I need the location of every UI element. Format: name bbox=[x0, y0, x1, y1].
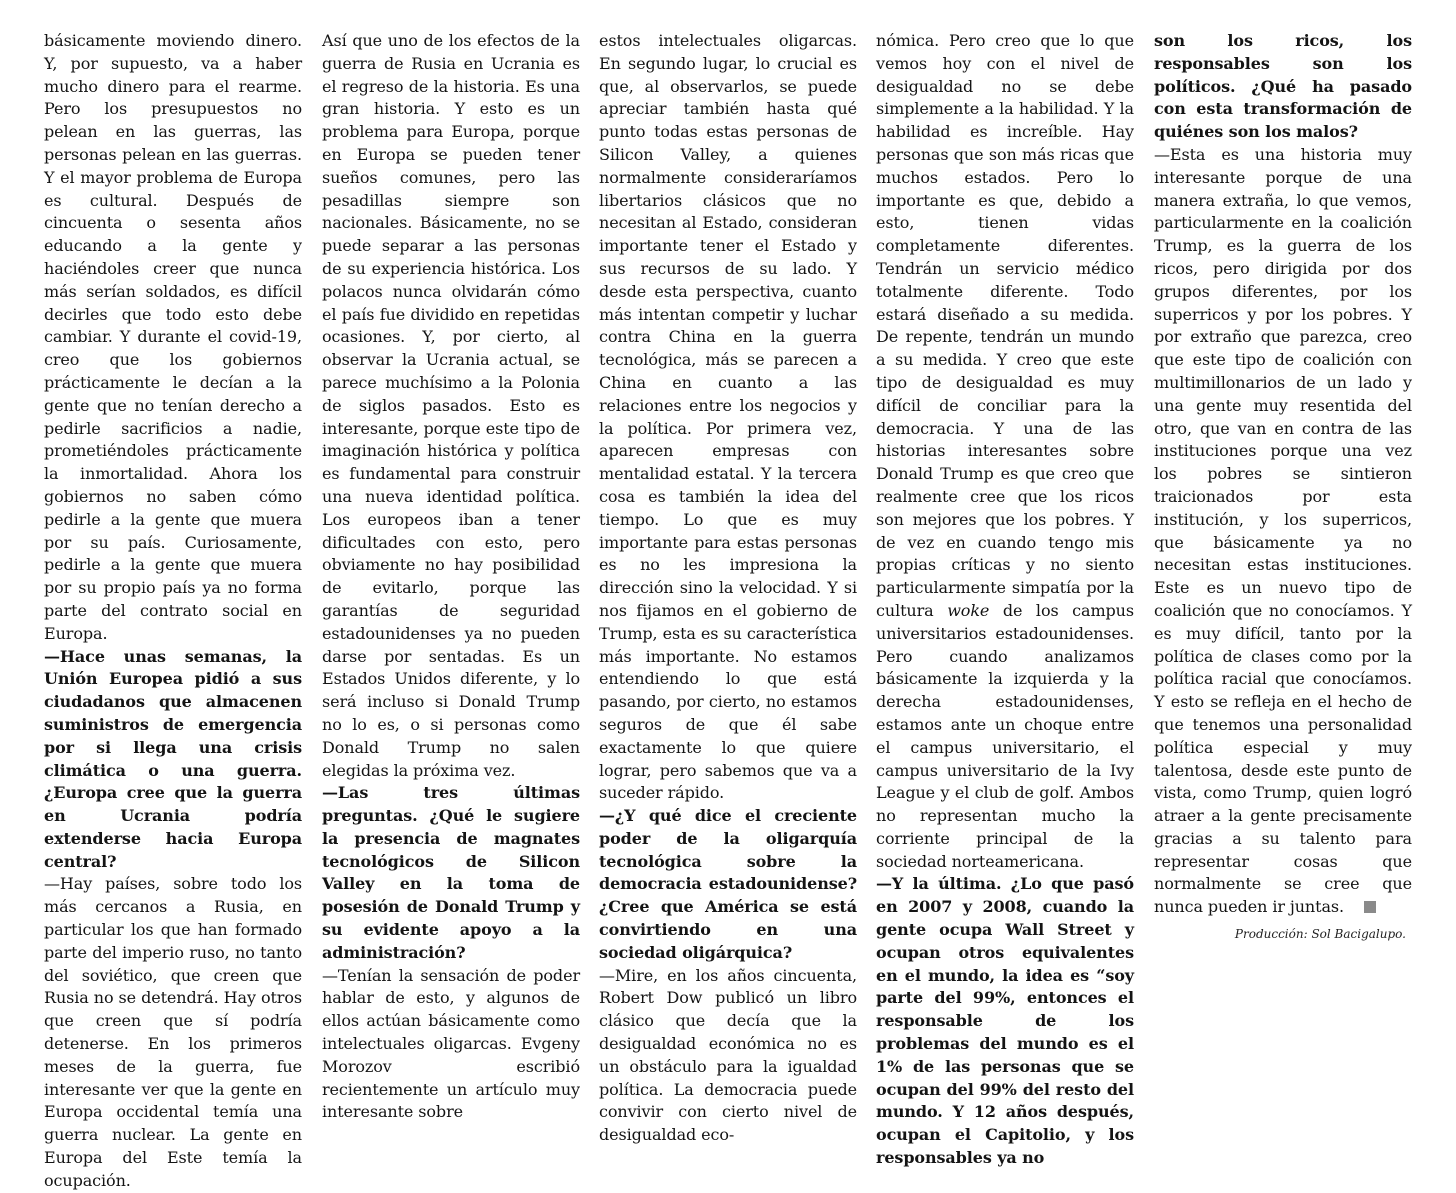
answer-paragraph bbox=[1154, 144, 1412, 919]
answer-paragraph bbox=[876, 30, 1134, 873]
production-credit: Producción: Sol Bacigalupo. bbox=[1234, 927, 1406, 941]
answer-paragraph: —Tenían la sensación de poder hablar de esto, y algunos de ellos actúan básicamente como intelectuales oligarcas. Evgeny Morozov escribió recientemente un artículo muy interesante sobre bbox=[322, 965, 580, 1122]
text-column-4 bbox=[876, 30, 1134, 1170]
answer-text: de los campus universitarios estadounidenses. Pero cuando analizamos básicamente la izquierda y la derecha estadounidenses, estamos ante un choque entre el campus universitario, el campus universitario de la Ivy League y el club de golf. Ambos no representan mucho la corriente principal de la sociedad norteamericana. bbox=[876, 600, 1134, 871]
interview-question: son los ricos, los responsables son los políticos. ¿Qué ha pasado con esta transformación de quiénes son los malos? bbox=[1154, 31, 1412, 142]
text-column-3 bbox=[599, 30, 857, 1147]
text-column-1 bbox=[44, 30, 302, 1193]
answer-paragraph: básicamente moviendo dinero. Y, por supuesto, va a haber mucho dinero para el rearme. Pero los presupuestos no pelean en las guerras, las personas pelean en las guerras. Y el mayor problema de Europa es cultural. Después de cincuenta o sesenta años educando a la gente y haciéndoles creer que nunca más serían soldados, es difícil decirles que todo esto debe cambiar. Y durante el covid-19, creo que los gobiernos prácticamente le decían a la gente que no tenían derecho a pedirle sacrificios a nadie, prometiéndoles prácticamente la inmortalidad. Ahora los gobiernos no saben cómo pedirle a la gente que muera por su país. Curiosamente, pedirle a la gente que muera por su propio país ya no forma parte del contrato social en Europa. bbox=[44, 31, 302, 643]
interview-question: —Hace unas semanas, la Unión Europea pidió a sus ciudadanos que almacenen suministros de emergencia por si llega una crisis climática o una guerra. ¿Europa cree que la guerra en Ucrania podría extenderse hacia Europa central? bbox=[44, 646, 302, 871]
interview-question: —Las tres últimas preguntas. ¿Qué le sugiere la presencia de magnates tecnológicos de Silicon Valley en la toma de posesión de Donald Trump y su evidente apoyo a la administración? bbox=[322, 783, 580, 962]
italic-term-woke: woke bbox=[947, 600, 990, 620]
answer-paragraph: Así que uno de los efectos de la guerra de Rusia en Ucrania es el regreso de la historia. Es una gran historia. Y esto es un problema para Europa, porque en Europa se pueden tener sueños comunes, pero las pesadillas siempre son nacionales. Básicamente, no se puede separar a las personas de su experiencia histórica. Los polacos nunca olvidarán cómo el país fue dividido en repetidas ocasiones. Y, por cierto, al observar la Ucrania actual, se parece muchísimo a la Polonia de siglos pasados. Esto es interesante, porque este tipo de imaginación histórica y política es fundamental para construir una nueva identidad política. Los europeos iban a tener dificultades con esto, pero obviamente no hay posibilidad de evitarlo, porque las garantías de seguridad estadounidenses ya no pueden darse por sentadas. Es un Estados Unidos diferente, y lo será incluso si Donald Trump no lo es, o si personas como Donald Trump no salen elegidas la próxima vez. bbox=[322, 31, 580, 780]
answer-text: nómica. Pero creo que lo que vemos hoy con el nivel de desigualdad no se debe simplemente a la habilidad. Y la habilidad es increíble. Hay personas que son más ricas que muchos estados. Pero lo importante es que, debido a esto, tienen vidas completamente diferentes. Tendrán un servicio médico totalmente diferente. Todo estará diseñado a su medida. De repente, tendrán un mundo a su medida. Y creo que este tipo de desigualdad es muy difícil de conciliar para la democracia. Y una de las historias interesantes sobre Donald Trump es que creo que realmente cree que los ricos son mejores que los pobres. Y de vez en cuando tengo mis propias críticas y no siento particularmente simpatía por la cultura bbox=[876, 31, 1134, 620]
text-column-5 bbox=[1154, 30, 1412, 919]
answer-paragraph: estos intelectuales oligarcas. En segundo lugar, lo crucial es que, al observarlos, se puede apreciar también hasta qué punto todas estas personas de Silicon Valley, a quienes normalmente consideraríamos libertarios clásicos que no necesitan al Estado, consideran importante tener el Estado y sus recursos de su lado. Y desde esta perspectiva, cuanto más intentan competir y luchar contra China en la guerra tecnológica, más se parecen a China en cuanto a las relaciones entre los negocios y la política. Por primera vez, aparecen empresas con mentalidad estatal. Y la tercera cosa es también la idea del tiempo. Lo que es muy importante para estas personas es no les impresiona la dirección sino la velocidad. Y si nos fijamos en el gobierno de Trump, esta es su característica más importante. No estamos entendiendo lo que está pasando, por cierto, no estamos seguros de que él sabe exactamente lo que quiere lograr, pero sabemos que va a suceder rápido. bbox=[599, 31, 857, 803]
end-of-article-mark bbox=[1364, 901, 1376, 913]
answer-text: —Esta es una historia muy interesante porque de una manera extraña, lo que vemos, particularmente en la coalición Trump, es la guerra de los ricos, pero dirigida por dos grupos diferentes, por los superricos y por los pobres. Y por extraño que parezca, creo que este tipo de coalición con multimillonarios de un lado y una gente muy resentida del otro, que van en contra de las instituciones porque una vez los pobres se sintieron traicionados por esta institución, y los superricos, que básicamente ya no necesitan estas instituciones. Este es un nuevo tipo de coalición que no conocíamos. Y es muy difícil, tanto por la política de clases como por la política racial que conocíamos. Y esto se refleja en el hecho de que tenemos una personalidad política especial y muy talentosa, desde este punto de vista, como Trump, quien logró atraer a la gente precisamente gracias a su talento para representar cosas que normalmente se cree que nunca pueden ir juntas. bbox=[1154, 144, 1412, 917]
interview-question: —¿Y qué dice el creciente poder de la oligarquía tecnológica sobre la democracia estadounidense? ¿Cree que América se está convirtiendo en una sociedad oligárquica? bbox=[599, 806, 857, 962]
text-column-2 bbox=[322, 30, 580, 1124]
answer-paragraph: —Mire, en los años cincuenta, Robert Dow publicó un libro clásico que decía que la desigualdad económica no es un obstáculo para la igualdad política. La democracia puede convivir con cierto nivel de desigualdad eco- bbox=[599, 965, 857, 1145]
interview-question: —Y la última. ¿Lo que pasó en 2007 y 2008, cuando la gente ocupa Wall Street y ocupan otros equivalentes en el mundo, la idea es “soy parte del 99%, entonces el responsable de los problemas del mundo es el 1% de las personas que se ocupan del 99% del resto del mundo. Y 12 años después, ocupan el Capitolio, y los responsables ya no bbox=[876, 874, 1134, 1168]
answer-paragraph: —Hay países, sobre todo los más cercanos a Rusia, en particular los que han formado parte del imperio ruso, no tanto del soviético, que creen que Rusia no se detendrá. Hay otros que creen que sí podría detenerse. En los primeros meses de la guerra, fue interesante ver que la gente en Europa occidental temía una guerra nuclear. La gente en Europa del Este temía la ocupación. bbox=[44, 874, 302, 1190]
